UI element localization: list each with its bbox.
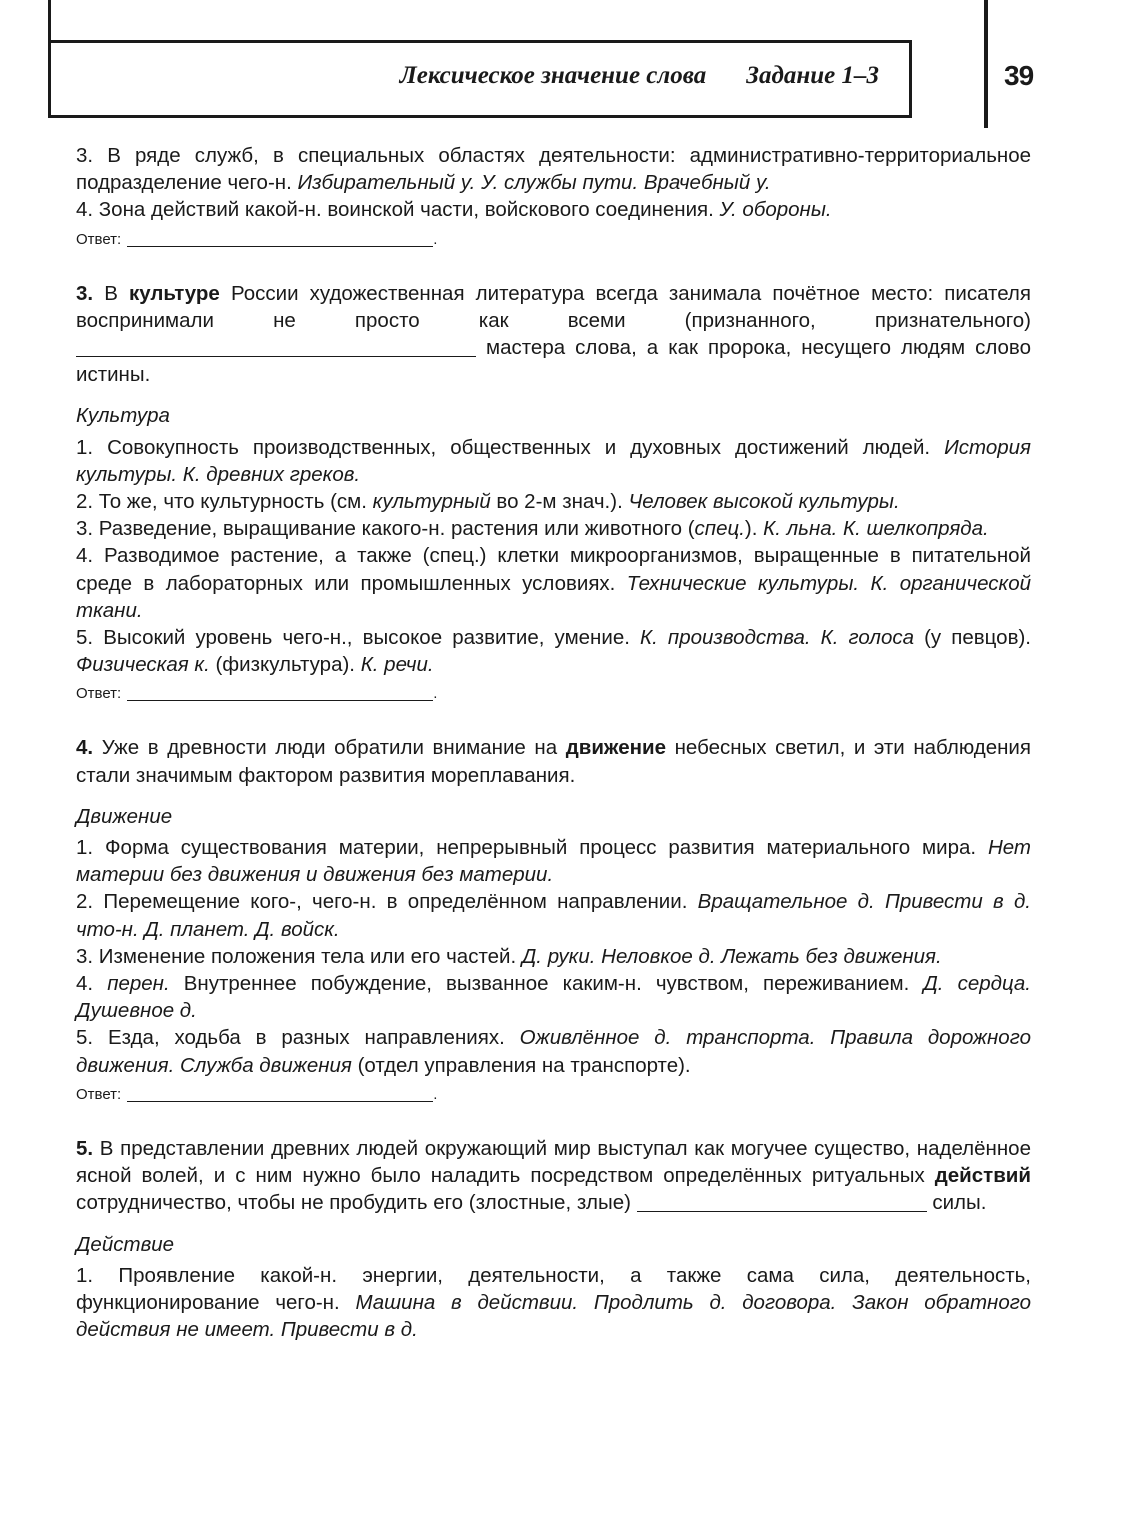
word-heading: Культура (76, 404, 170, 428)
page-content (76, 142, 1031, 1343)
task-3-text: 3. В культуре России художественная литература всегда занимала почётное место: писателя воспринимали не просто как всеми (признанного, признательного) мастера слова, а как пророка, несущего людям слово истины. (76, 281, 1031, 387)
definition-item: 5. Езда, ходьба в разных направлениях. Оживлённое д. транспорта. Правила дорожного движения. Служба движения (отдел управления на транспорте). (76, 1026, 1031, 1077)
answer-label: Ответ: (76, 685, 122, 703)
header-left-rule (48, 0, 51, 42)
blank-field[interactable] (76, 356, 476, 357)
answer-label: Ответ: (76, 1085, 122, 1103)
definition-item: 1. Проявление какой-н. энергии, деятельности, а также сама сила, деятельность, функционирование чего-н. Машина в действии. Продлить д. договора. Закон обратного действия не имеет. Привести в д. (76, 1263, 1032, 1342)
keyword: действий (934, 1164, 1031, 1188)
word-heading: Действие (76, 1232, 175, 1256)
keyword: движение (565, 736, 666, 760)
answer-row: Ответ: . (76, 230, 438, 248)
task-4-text: 4. Уже в древности люди обратили внимание на движение небесных светил, и эти наблюдения стали значимым фактором развития мореплавания. (76, 736, 1031, 787)
header-top-rule (48, 40, 912, 43)
definition-item: 3. В ряде служб, в специальных областях деятельности: административно-территориальное подразделение чего-н. Избирательный у. У. службы пути. Врачебный у. (76, 144, 1031, 195)
definition-item: 2. То же, что культурность (см. культурный во 2-м знач.). Человек высокой культуры. (76, 490, 900, 514)
answer-row: Ответ: . (76, 1085, 438, 1103)
definition-item: 2. Перемещение кого-, чего-н. в определённом направлении. Вращательное д. Привести в д. что-н. Д. планет. Д. войск. (76, 890, 1031, 941)
answer-field[interactable] (127, 700, 433, 701)
task-5-text: 5. В представлении древних людей окружающий мир выступал как могучее существо, наделённое ясной волей, и с ним нужно было наладить посредством определённых ритуальных действий сотрудничество, чтобы не пробудить его (злостные, злые) силы. (76, 1136, 1031, 1215)
keyword: культуре (129, 281, 220, 305)
answer-label: Ответ: (76, 230, 122, 248)
answer-row: Ответ: . (76, 685, 438, 703)
margin-rule (984, 0, 988, 128)
definition-item: 4. перен. Внутреннее побуждение, вызванное каким-н. чувством, переживанием. Д. сердца. Душевное д. (76, 972, 1031, 1023)
definition-item: 1. Совокупность производственных, общественных и духовных достижений людей. История культуры. К. древних греков. (76, 435, 1031, 486)
header-title (400, 62, 879, 90)
definition-item: 5. Высокий уровень чего-н., высокое развитие, умение. К. производства. К. голоса (у певцов). Физическая к. (физкультура). К. речи. (76, 626, 1031, 677)
definition-item: 1. Форма существования материи, непрерывный процесс развития материального мира. Нет материи без движения и движения без материи. (76, 836, 1031, 887)
page-number: 39 (1004, 60, 1034, 91)
section-title: Лексическое значение слова (399, 62, 707, 89)
header-frame (48, 40, 912, 118)
definition-item: 4. Зона действий какой-н. воинской части, войскового соединения. У. обороны. (76, 198, 832, 222)
answer-field[interactable] (127, 1101, 433, 1102)
task-label: Задание 1–3 (746, 62, 879, 89)
definition-item: 4. Разводимое растение, а также (спец.) клетки микроорганизмов, выращенные в питательной среде в лабораторных или промышленных условиях. Технические культуры. К. органической ткани. (76, 544, 1032, 622)
blank-field[interactable] (637, 1211, 927, 1212)
answer-field[interactable] (127, 246, 433, 247)
definition-item: 3. Разведение, выращивание какого-н. растения или животного (спец.). К. льна. К. шелкопряда. (76, 517, 989, 541)
word-heading: Движение (76, 804, 173, 828)
definition-item: 3. Изменение положения тела или его частей. Д. руки. Неловкое д. Лежать без движения. (76, 944, 942, 968)
